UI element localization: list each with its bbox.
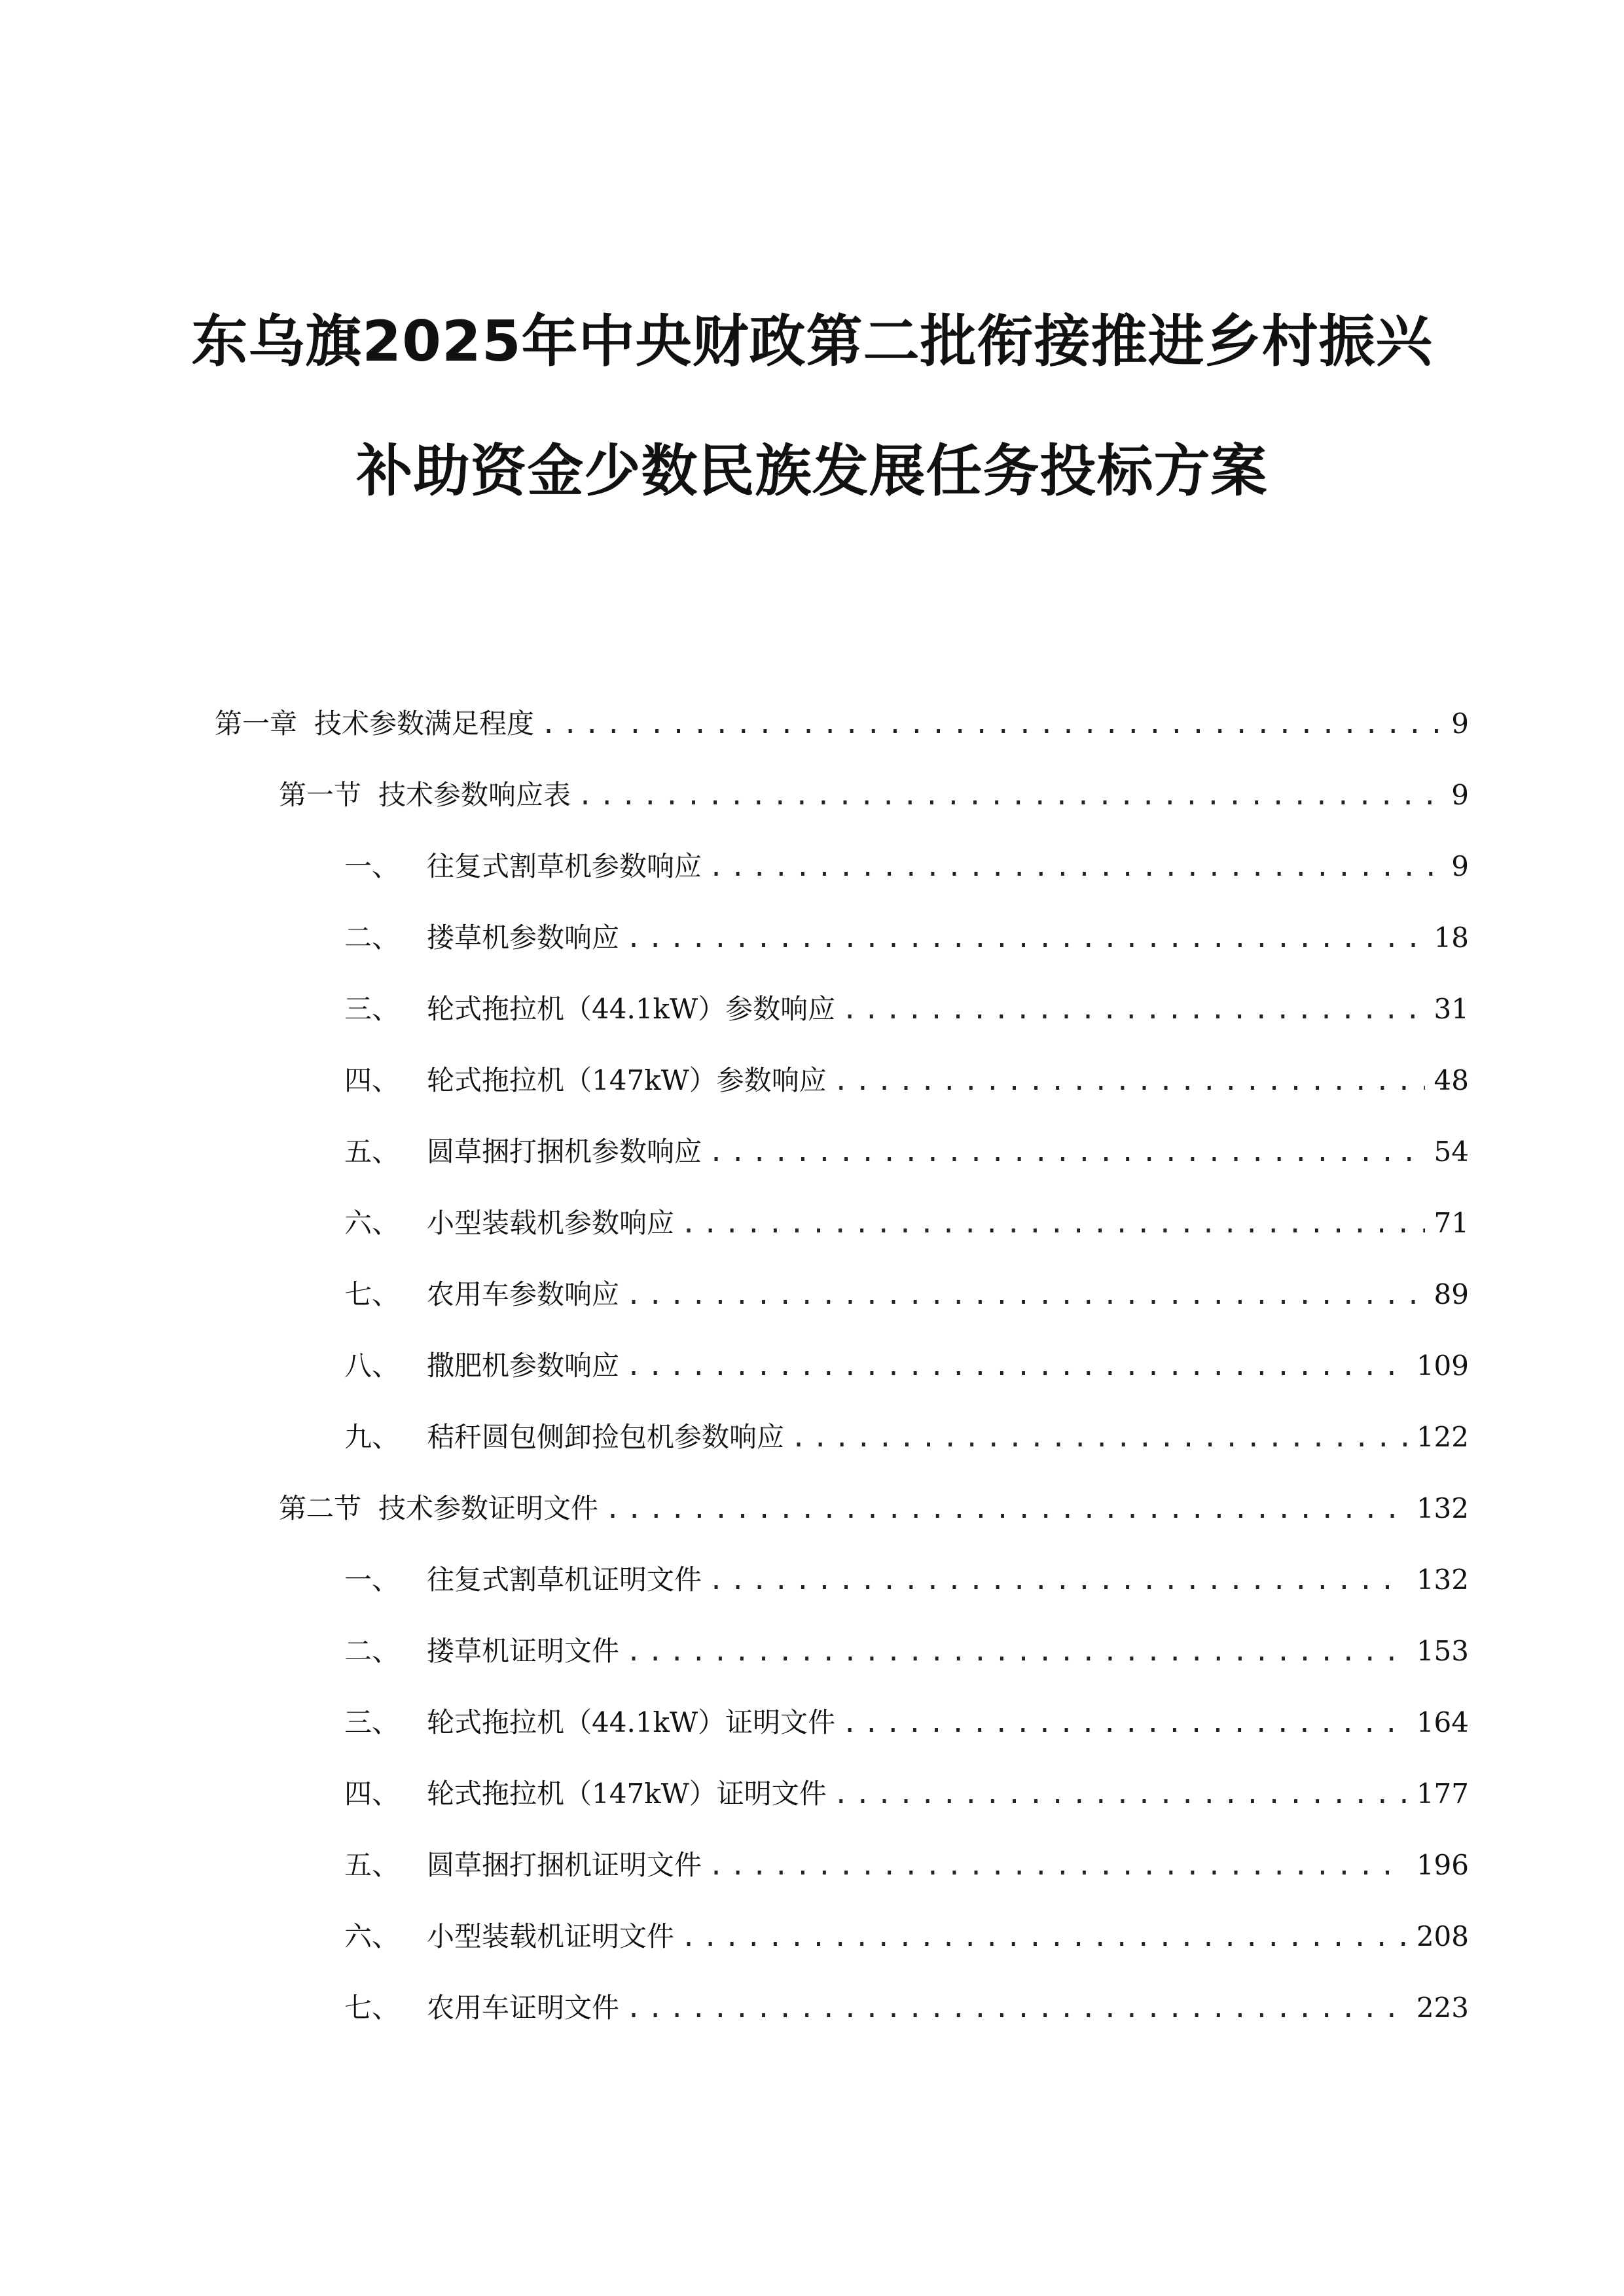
toc-dot-leader [626, 1269, 1425, 1321]
toc-entry-number: 三、 [344, 1706, 400, 1738]
document-title [0, 308, 1624, 505]
toc-dot-leader [626, 1626, 1407, 1678]
toc-entry-page: 223 [1416, 1992, 1469, 2024]
toc-entry-number: 四、 [344, 1064, 400, 1096]
toc-entry-title: 搂草机证明文件 [427, 1635, 620, 1667]
toc-entry-page: 54 [1434, 1136, 1469, 1168]
toc-entry-page: 89 [1434, 1278, 1469, 1310]
toc-entry-number: 二、 [344, 1635, 400, 1667]
toc-entry[interactable] [279, 1482, 1469, 1535]
toc-entry[interactable] [344, 1268, 1469, 1321]
toc-entry-title: 往复式割草机参数响应 [427, 850, 702, 882]
toc-entry-page: 48 [1434, 1064, 1469, 1096]
toc-entry[interactable] [279, 769, 1469, 821]
toc-dot-leader [708, 1840, 1407, 1892]
toc-entry-page: 9 [1451, 779, 1469, 811]
toc-entry-number: 第一章 [215, 708, 298, 740]
toc-entry-page: 208 [1416, 1920, 1469, 1952]
toc-entry-number: 第一节 [279, 779, 362, 811]
toc-dot-leader [626, 1982, 1407, 2035]
toc-entry[interactable] [344, 983, 1469, 1035]
toc-entry[interactable] [215, 698, 1469, 750]
toc-entry[interactable] [344, 1126, 1469, 1178]
toc-dot-leader [842, 984, 1424, 1036]
toc-entry-title: 农用车证明文件 [427, 1992, 620, 2024]
toc-dot-leader [605, 1483, 1407, 1535]
toc-entry-number: 五、 [344, 1136, 400, 1168]
toc-entry-page: 9 [1451, 708, 1469, 740]
toc-entry-page: 132 [1416, 1492, 1469, 1524]
toc-dot-leader [577, 770, 1442, 822]
toc-entry-page: 122 [1416, 1421, 1469, 1453]
toc-entry-title: 技术参数响应表 [378, 779, 571, 811]
toc-entry[interactable] [344, 1625, 1469, 1677]
toc-entry-title: 往复式割草机证明文件 [427, 1564, 702, 1596]
toc-entry-title: 轮式拖拉机（44.1kW）参数响应 [427, 993, 836, 1025]
toc-entry[interactable] [344, 912, 1469, 964]
toc-entry-title: 秸秆圆包侧卸捡包机参数响应 [427, 1421, 785, 1453]
toc-dot-leader [708, 1554, 1407, 1607]
toc-entry-title: 圆草捆打捆机证明文件 [427, 1849, 702, 1881]
toc-entry-number: 九、 [344, 1421, 400, 1453]
toc-dot-leader [708, 841, 1442, 893]
toc-entry-title: 轮式拖拉机（147kW）参数响应 [427, 1064, 827, 1096]
toc-entry-number: 一、 [344, 850, 400, 882]
toc-dot-leader [708, 1126, 1425, 1179]
toc-entry-page: 164 [1416, 1706, 1469, 1738]
toc-entry-page: 71 [1434, 1207, 1469, 1239]
toc-entry[interactable] [344, 1197, 1469, 1249]
toc-dot-leader [541, 698, 1442, 751]
toc-entry-number: 六、 [344, 1207, 400, 1239]
toc-entry-page: 177 [1416, 1778, 1469, 1810]
toc-entry-title: 圆草捆打捆机参数响应 [427, 1136, 702, 1168]
toc-entry-title: 小型装载机参数响应 [427, 1207, 675, 1239]
toc-dot-leader [626, 912, 1425, 965]
title-line-1: 东乌旗2025年中央财政第二批衔接推进乡村振兴 [191, 309, 1433, 374]
toc-dot-leader [842, 1697, 1407, 1749]
toc-entry[interactable] [344, 1340, 1469, 1392]
toc-entry[interactable] [344, 1768, 1469, 1820]
toc-entry-number: 五、 [344, 1849, 400, 1881]
toc-entry-title: 撒肥机参数响应 [427, 1350, 620, 1382]
toc-entry-number: 七、 [344, 1278, 400, 1310]
toc-entry-number: 四、 [344, 1778, 400, 1810]
title-line-2: 补助资金少数民族发展任务投标方案 [356, 439, 1268, 504]
toc-entry-page: 132 [1416, 1564, 1469, 1596]
toc-dot-leader [626, 1340, 1407, 1393]
toc-entry-page: 31 [1434, 993, 1469, 1025]
toc-entry-number: 第二节 [279, 1492, 362, 1524]
toc-entry-page: 9 [1451, 850, 1469, 882]
toc-entry-title: 技术参数满足程度 [314, 708, 535, 740]
toc-entry[interactable] [344, 1411, 1469, 1463]
toc-entry-title: 轮式拖拉机（44.1kW）证明文件 [427, 1706, 836, 1738]
toc-entry-number: 七、 [344, 1992, 400, 2024]
toc-entry-page: 153 [1416, 1635, 1469, 1667]
toc-dot-leader [833, 1768, 1407, 1821]
toc-entry[interactable] [344, 1054, 1469, 1107]
toc-entry-page: 18 [1434, 922, 1469, 954]
toc-entry-page: 109 [1416, 1350, 1469, 1382]
toc-entry[interactable] [344, 1696, 1469, 1749]
toc-entry-page: 196 [1416, 1849, 1469, 1881]
toc-dot-leader [791, 1412, 1407, 1464]
toc-entry-number: 二、 [344, 922, 400, 954]
toc-entry-number: 一、 [344, 1564, 400, 1596]
toc-entry-title: 农用车参数响应 [427, 1278, 620, 1310]
toc-entry[interactable] [344, 1554, 1469, 1606]
toc-entry-title: 搂草机参数响应 [427, 922, 620, 954]
toc-entry[interactable] [344, 840, 1469, 893]
toc-entry[interactable] [344, 1982, 1469, 2034]
toc-dot-leader [681, 1911, 1407, 1964]
toc-entry-title: 技术参数证明文件 [378, 1492, 599, 1524]
toc-entry-title: 小型装载机证明文件 [427, 1920, 675, 1952]
toc-entry[interactable] [344, 1910, 1469, 1963]
toc-entry-number: 六、 [344, 1920, 400, 1952]
toc-entry-number: 三、 [344, 993, 400, 1025]
toc-entry-number: 八、 [344, 1350, 400, 1382]
toc-entry[interactable] [344, 1839, 1469, 1892]
toc-dot-leader [833, 1055, 1425, 1107]
toc-entry-title: 轮式拖拉机（147kW）证明文件 [427, 1778, 827, 1810]
toc-dot-leader [681, 1198, 1425, 1250]
